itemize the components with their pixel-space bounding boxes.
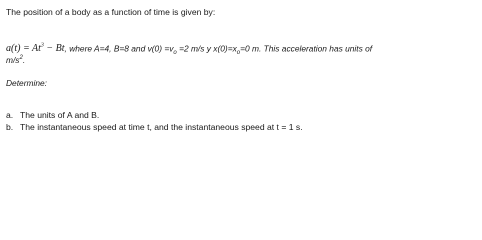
intro-text: The position of a body as a function of time is given by:	[6, 7, 216, 17]
conditions-text-1: , where A=4, B=8 and v(0) =v	[64, 43, 174, 54]
units-base: m/s	[6, 54, 20, 65]
conditions-text-2: =2 m/s y x(0)=x	[176, 43, 237, 54]
question-a	[6, 110, 99, 121]
units-end: .	[22, 54, 26, 65]
conditions-text-3: =0 m. This acceleration has units of	[240, 43, 373, 54]
question-letter: b.	[6, 122, 14, 132]
units-exponent: 2	[19, 55, 23, 61]
formula-rhs: − Bt	[43, 43, 65, 55]
determine-label: Determine:	[6, 78, 47, 88]
question-text: The instantaneous speed at time t, and the instantaneous speed at t = 1 s.	[20, 122, 303, 132]
question-text: The units of A and B.	[20, 110, 100, 120]
question-letter: a.	[6, 110, 14, 120]
question-b	[6, 122, 303, 133]
units-line	[6, 53, 25, 66]
formula-lhs: a(t) = At	[6, 43, 41, 55]
v-subscript: o	[173, 50, 177, 56]
x-subscript: o	[236, 50, 241, 56]
equation-line	[6, 41, 372, 59]
formula-exponent: 3	[40, 43, 44, 49]
